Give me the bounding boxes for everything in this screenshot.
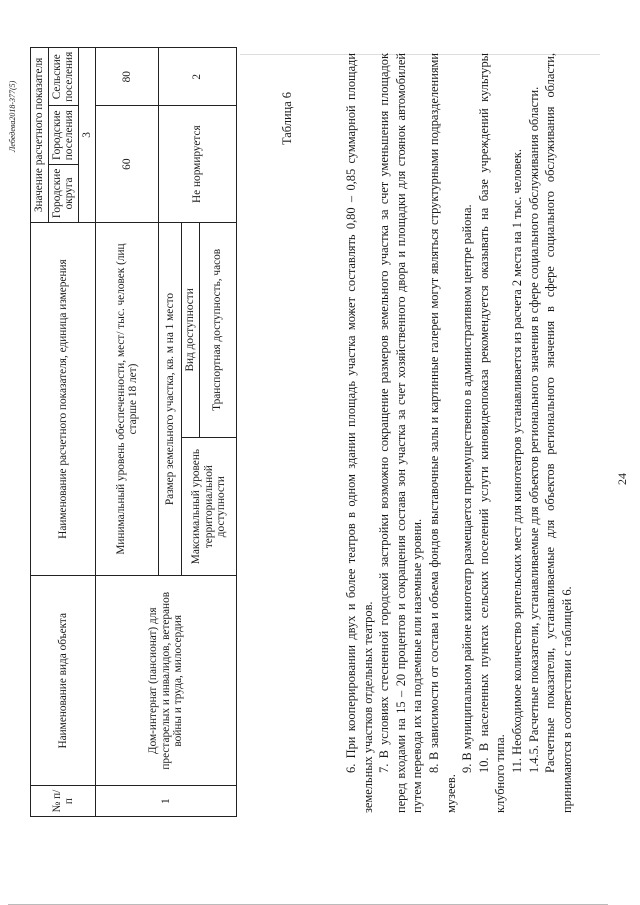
header-cell: Наименование вида объекта bbox=[31, 576, 96, 786]
table-cell: Дом-интернат (пансионат) для престарелых и инвалидов, ветеранов войны и труда, милосердия bbox=[96, 576, 237, 786]
paragraph: 1.4.5. Расчетные показатели, устанавливаемые для объектов регионального значения в сфере социального обслуживания области. bbox=[526, 86, 541, 773]
paragraph: 7. В условиях стесненной городской застройки возможно сокращение размеров земельного участка за счет уменьшения площадок перед входами на 15 – 20 процентов и сокращения состава зон участка за счет хозяйственного двора и площадки для стоянок автомобилей путем перевода их на подземные или наземные уровни. bbox=[377, 53, 425, 813]
body-text bbox=[343, 53, 575, 813]
signature: Лебедева2018-377(5) bbox=[8, 80, 17, 152]
table-cell: Размер земельного участка, кв. м на 1 место bbox=[159, 222, 182, 575]
paragraph: 8. В зависимости от состава и объема фондов выставочные залы и картинные галереи могут являться структурными подразделениями музеев. bbox=[426, 53, 458, 813]
table-cell: Минимальный уровень обеспеченности, мест/ тыс. человек (лиц старше 18 лет) bbox=[96, 222, 159, 575]
table-cell: 60 bbox=[96, 106, 159, 222]
paragraph: 9. В муниципальном районе кинотеатр размещается преимущественно в административном центре района. bbox=[460, 204, 475, 773]
paragraph: 10. В населенных пунктах сельских поселений услуги киновидеопоказа рекомендуется оказывать на базе учреждений культуры клубного типа. bbox=[476, 53, 508, 813]
table-cell: 80 bbox=[96, 48, 159, 107]
paragraph: Расчетные показатели, устанавливаемые для объектов регионального значения в сфере социального обслуживания области, принимаются в соответствии с таблицей 6. bbox=[543, 53, 574, 813]
header-cell: Городские округа bbox=[48, 164, 78, 222]
table-header-row bbox=[31, 48, 49, 817]
table-cell: Транспортная доступность, часов bbox=[199, 222, 236, 437]
table-cell: 1 bbox=[96, 786, 237, 817]
header-cell: Значение расчетного показателя bbox=[31, 48, 49, 223]
table-cell: 2 bbox=[159, 48, 237, 107]
paragraph: 6. При кооперировании двух и более театров в одном здании площадь участка может составлять 0,80 – 0,85 суммарной площади земельных участков отдельных театров. bbox=[344, 53, 375, 813]
header-cell: № п/п bbox=[31, 786, 96, 817]
header-cell: 3 bbox=[78, 48, 96, 223]
header-cell: Городские поселения bbox=[48, 106, 78, 164]
header-cell: Сельские поселения bbox=[48, 48, 78, 107]
table-caption: Таблица 6 bbox=[280, 92, 294, 145]
table-row bbox=[96, 48, 159, 817]
table-cell: Вид доступности bbox=[182, 222, 200, 437]
table-6 bbox=[30, 47, 237, 817]
table-cell: Максимальный уровень территориальной доступности bbox=[182, 437, 237, 575]
page-number: 24 bbox=[615, 473, 629, 485]
paragraph: 11. Необходимое количество зрительских мест для кинотеатров устанавливается из расчета 2 места на 1 тыс. человек. bbox=[509, 149, 524, 773]
table-cell: Не нормируется bbox=[159, 106, 237, 222]
header-cell: Наименование расчетного показателя, единица измерения bbox=[31, 222, 96, 575]
